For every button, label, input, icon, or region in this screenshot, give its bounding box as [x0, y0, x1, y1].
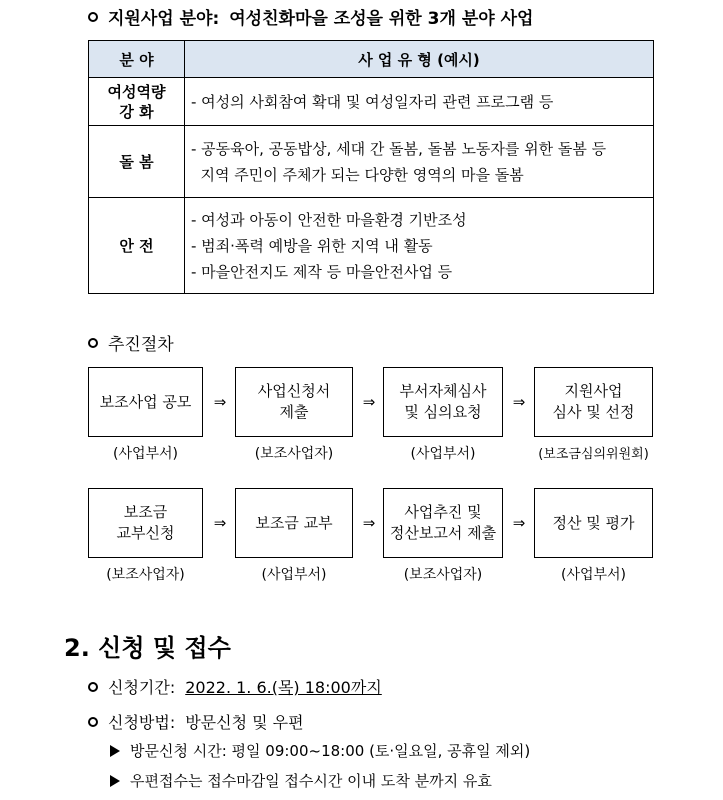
flow-step-box: 사업추진 및 정산보고서 제출	[383, 488, 503, 558]
flow-arrow: ⇒	[213, 393, 227, 411]
section-title: 2. 신청 및 접수	[64, 634, 231, 662]
table-row	[89, 126, 654, 198]
flow-step-box: 부서자체심사 및 심의요청	[383, 367, 503, 437]
procedure-heading	[88, 330, 174, 355]
support-heading-text: 여성친화마을 조성을 위한 3개 분야 사업	[229, 9, 534, 29]
triangle-bullet-icon	[110, 745, 120, 757]
type-cell: - 여성의 사회참여 확대 및 여성일자리 관련 프로그램 등	[185, 78, 654, 126]
flow-step-box: 보조금 교부	[235, 488, 353, 558]
flow-arrow: ⇒	[512, 393, 526, 411]
field-cell: 돌 봄	[89, 126, 185, 198]
flow-step-box: 정산 및 평가	[534, 488, 653, 558]
mail-line	[110, 770, 492, 791]
circle-bullet-icon	[88, 12, 98, 22]
type-cell: - 여성과 아동이 안전한 마을환경 기반조성 - 범죄·폭력 예방을 위한 지역 내 활동 - 마을안전지도 제작 등 마을안전사업 등	[185, 198, 654, 294]
triangle-bullet-icon	[110, 775, 120, 787]
flow-step-caption: (보조사업자)	[106, 567, 185, 583]
col-type-header: 사 업 유 형 (예시)	[185, 41, 654, 78]
flow-arrow: ⇒	[512, 514, 526, 532]
flow-step-caption: (보조사업자)	[403, 567, 483, 583]
circle-bullet-icon	[88, 682, 98, 692]
col-field-header: 분 야	[89, 41, 185, 78]
flow-step-box: 보조사업 공모	[88, 367, 203, 437]
method-label: 신청방법:	[108, 713, 176, 732]
support-heading	[88, 4, 533, 29]
visit-hours-line	[110, 740, 530, 761]
flow-step-caption: (사업부서)	[261, 567, 327, 583]
flow-step-caption: (사업부서)	[112, 446, 179, 462]
period-line	[88, 675, 382, 698]
flow-arrow: ⇒	[362, 514, 376, 532]
field-cell: 여성역량 강 화	[89, 78, 185, 126]
flow-step-box: 사업신청서 제출	[235, 367, 353, 437]
circle-bullet-icon	[88, 338, 98, 348]
flow-step-caption: (사업부서)	[410, 446, 476, 462]
table-row	[89, 198, 654, 294]
flow-step-box: 지원사업 심사 및 선정	[534, 367, 653, 437]
procedure-heading-text: 추진절차	[108, 335, 174, 355]
flow-step-box: 보조금 교부신청	[88, 488, 203, 558]
type-cell: - 공동육아, 공동밥상, 세대 간 돌봄, 돌봄 노동자를 위한 돌봄 등 지역 주민이 주체가 되는 다양한 영역의 마을 돌봄	[185, 126, 654, 198]
flow-step-caption: (보조금심의위원회)	[538, 447, 649, 462]
flow-step-caption: (보조사업자)	[254, 446, 334, 462]
field-cell: 안 전	[89, 198, 185, 294]
support-table	[88, 40, 654, 294]
visit-hours-text: 방문신청 시간: 평일 09:00~18:00 (토·일요일, 공휴일 제외)	[130, 742, 531, 760]
method-line	[88, 710, 304, 733]
mail-text: 우편접수는 접수마감일 접수시간 이내 도착 분까지 유효	[130, 772, 492, 790]
method-value: 방문신청 및 우편	[185, 713, 304, 732]
period-label: 신청기간:	[108, 678, 176, 697]
support-heading-label: 지원사업 분야:	[108, 9, 220, 29]
period-value: 2022. 1. 6.(목) 18:00까지	[185, 678, 382, 697]
table-header-row	[89, 41, 654, 78]
circle-bullet-icon	[88, 717, 98, 727]
flow-arrow: ⇒	[213, 514, 227, 532]
table-row	[89, 78, 654, 126]
flow-step-caption: (사업부서)	[560, 567, 627, 583]
flow-arrow: ⇒	[362, 393, 376, 411]
